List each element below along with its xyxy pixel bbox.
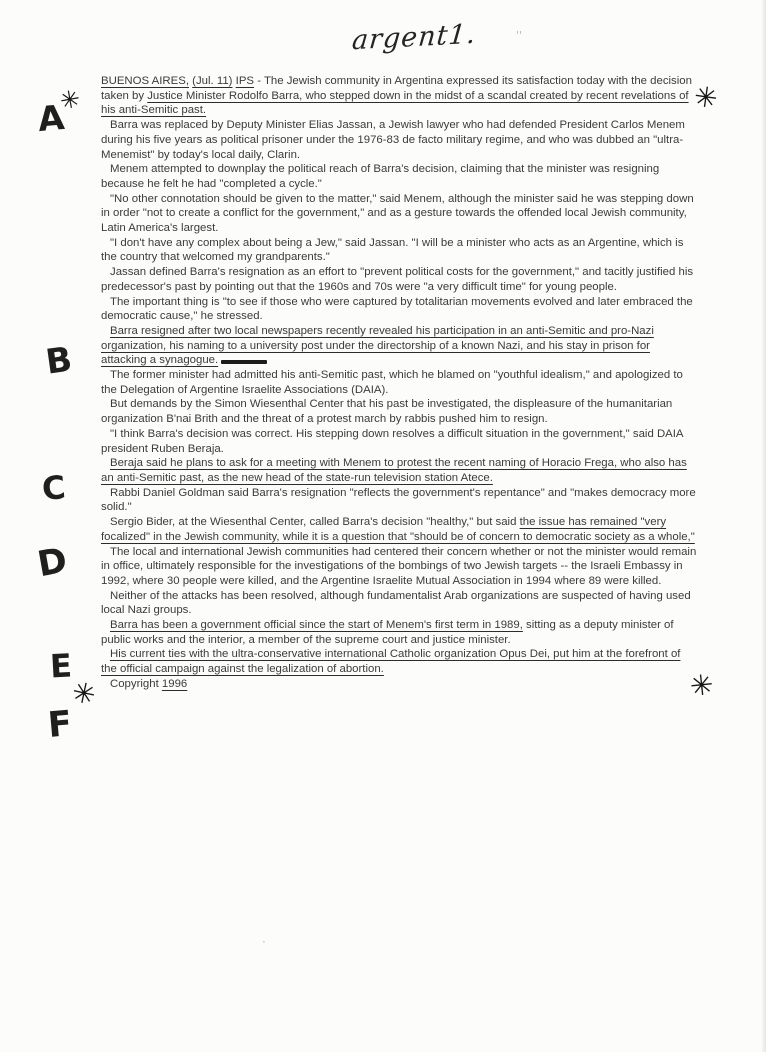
text-run: The local and international Jewish communities had centered their concern whether or not the minister would remain in office, ultimately responsible for the investigations of the bombings of two Jewish targets -- the Israeli Embassy in 1992, where 30 people were killed, and the Argentine Israelite Mutual Association in 1994 where 89 were killed. bbox=[101, 545, 697, 587]
paragraph bbox=[101, 486, 697, 515]
text-run: - The Jewish community in Argentina expressed its satisfaction today with the decision taken by bbox=[101, 75, 692, 102]
underlined-text: the issue has remained "very focalized" in the Jewish community, while it is a question that "should be of concern to democratic society as a whole," bbox=[101, 516, 695, 543]
paragraph bbox=[101, 118, 697, 162]
handwritten-asterisk-left-top: ✳ bbox=[57, 84, 83, 116]
underlined-text: BUENOS AIRES, bbox=[101, 75, 189, 87]
text-run: The important thing is "to see if those who were captured by totalitarian movements evolved and later embraced the democratic cause," he stressed. bbox=[101, 295, 693, 323]
text-run: "I don't have any complex about being a Jew," said Jassan. "I will be a minister who acts as an Argentine, which is the country that welcomed my grandparents." bbox=[101, 236, 684, 264]
handwritten-filename-annotation: argent1. bbox=[350, 18, 478, 57]
text-run: Rabbi Daniel Goldman said Barra's resignation "reflects the government's repentance" and "makes democracy more solid." bbox=[101, 486, 696, 514]
handwritten-asterisk-right-top: ✳ bbox=[691, 79, 720, 116]
text-run: Sergio Bider, at the Wiesenthal Center, called Barra's decision "healthy," but said bbox=[110, 516, 520, 529]
paragraph bbox=[101, 515, 697, 544]
scan-speck-top: '' bbox=[516, 29, 523, 42]
article-body bbox=[101, 74, 697, 692]
text-run: sitting as a deputy minister of public works and the interior, a member of the supreme court and justice minister. bbox=[101, 619, 674, 646]
text-run: Menem attempted to downplay the political reach of Barra's decision, claiming that the minister was resigning because he felt he had "completed a cycle." bbox=[101, 163, 660, 190]
text-run: But demands by the Simon Wiesenthal Center that his past be investigated, the displeasure of the humanitarian organization B'nai Brith and the threat of a protest march by rabbis pushed him to resign. bbox=[101, 398, 673, 426]
text-run: "No other connotation should be given to the matter," said Menem, although the minister said he was stepping down in order "not to create a conflict for the government," and as a gesture towards the offended local Jewish community, Latin America's largest. bbox=[101, 192, 694, 235]
paragraph bbox=[101, 74, 697, 118]
handwritten-letter-d: D bbox=[34, 540, 71, 586]
paragraph bbox=[101, 162, 697, 191]
paragraph bbox=[101, 618, 697, 647]
underlined-text: Justice Minister Rodolfo Barra, who stepped down in the midst of a scandal created by recent revelations of his anti-Semitic past. bbox=[101, 89, 689, 117]
paragraph bbox=[101, 647, 697, 676]
heavy-ink-mark bbox=[221, 360, 267, 365]
underlined-text: Beraja said he plans to ask for a meeting with Menem to protest the recent naming of Horacio Frega, who also has an anti-Semitic past, as the new head of the state-run television station Atece. bbox=[101, 457, 687, 484]
paragraph bbox=[101, 324, 697, 368]
paragraph bbox=[101, 677, 697, 692]
underlined-text: (Jul. 11) bbox=[192, 75, 233, 87]
paragraph bbox=[101, 589, 697, 618]
handwritten-asterisk-left-bottom: ✳ bbox=[68, 674, 99, 713]
text-run: "I think Barra's decision was correct. His stepping down resolves a difficult situation in the government," said DAIA president Ruben Beraja. bbox=[101, 427, 683, 455]
underlined-text: 1996 bbox=[161, 677, 188, 690]
underlined-text: His current ties with the ultra-conservative international Catholic organization Opus Dei, put him at the forefront of the official campaign against the legalization of abortion. bbox=[101, 648, 681, 676]
paragraph bbox=[101, 427, 697, 456]
handwritten-letter-e: E bbox=[49, 646, 73, 686]
handwritten-letter-c: C bbox=[40, 468, 68, 508]
handwritten-letter-a: A bbox=[36, 97, 67, 141]
text-run: Copyright bbox=[110, 677, 162, 690]
paragraph bbox=[101, 192, 697, 236]
underlined-text: IPS bbox=[235, 75, 255, 87]
text-run: Barra was replaced by Deputy Minister Elias Jassan, a Jewish lawyer who had defended President Carlos Menem during his five years as political prisoner under the 1976-83 de facto military regime, and who was dubbed an "ultra-Menemist" by today's local daily, Clarin. bbox=[101, 119, 685, 161]
paragraph bbox=[101, 397, 697, 426]
underlined-text: Barra has been a government official since the start of Menem's first term in 1989, bbox=[110, 619, 523, 632]
handwritten-letter-f: F bbox=[46, 704, 74, 746]
paragraph bbox=[101, 265, 697, 294]
paragraph bbox=[101, 236, 697, 265]
paragraph bbox=[101, 368, 697, 397]
text-run: Neither of the attacks has been resolved, although fundamentalist Arab organizations are suspected of having used local Nazi groups. bbox=[101, 589, 691, 617]
text-run: Jassan defined Barra's resignation as an effort to "prevent political costs for the government," and tacitly justified his predecessor's past by pointing out that the 1960s and 70s were "a very difficult time" for young people. bbox=[101, 266, 694, 293]
paragraph bbox=[101, 295, 697, 324]
paragraph bbox=[101, 545, 697, 589]
handwritten-asterisk-right-bottom: ✳ bbox=[688, 667, 716, 704]
scan-edge-shadow bbox=[761, 0, 766, 1052]
paragraph bbox=[101, 456, 697, 485]
handwritten-letter-b: B bbox=[43, 339, 75, 383]
underlined-text: Barra resigned after two local newspapers recently revealed his participation in an anti-Semitic and pro-Nazi organization, his naming to a university post under the directorship of a known Nazi, and his stay in prison for attacking a synagogue. bbox=[101, 324, 654, 367]
scan-speck-bottom: · bbox=[262, 935, 266, 949]
text-run: The former minister had admitted his anti-Semitic past, which he blamed on "youthful idealism," and apologized to the Delegation of Argentine Israelite Associations (DAIA). bbox=[101, 369, 683, 396]
